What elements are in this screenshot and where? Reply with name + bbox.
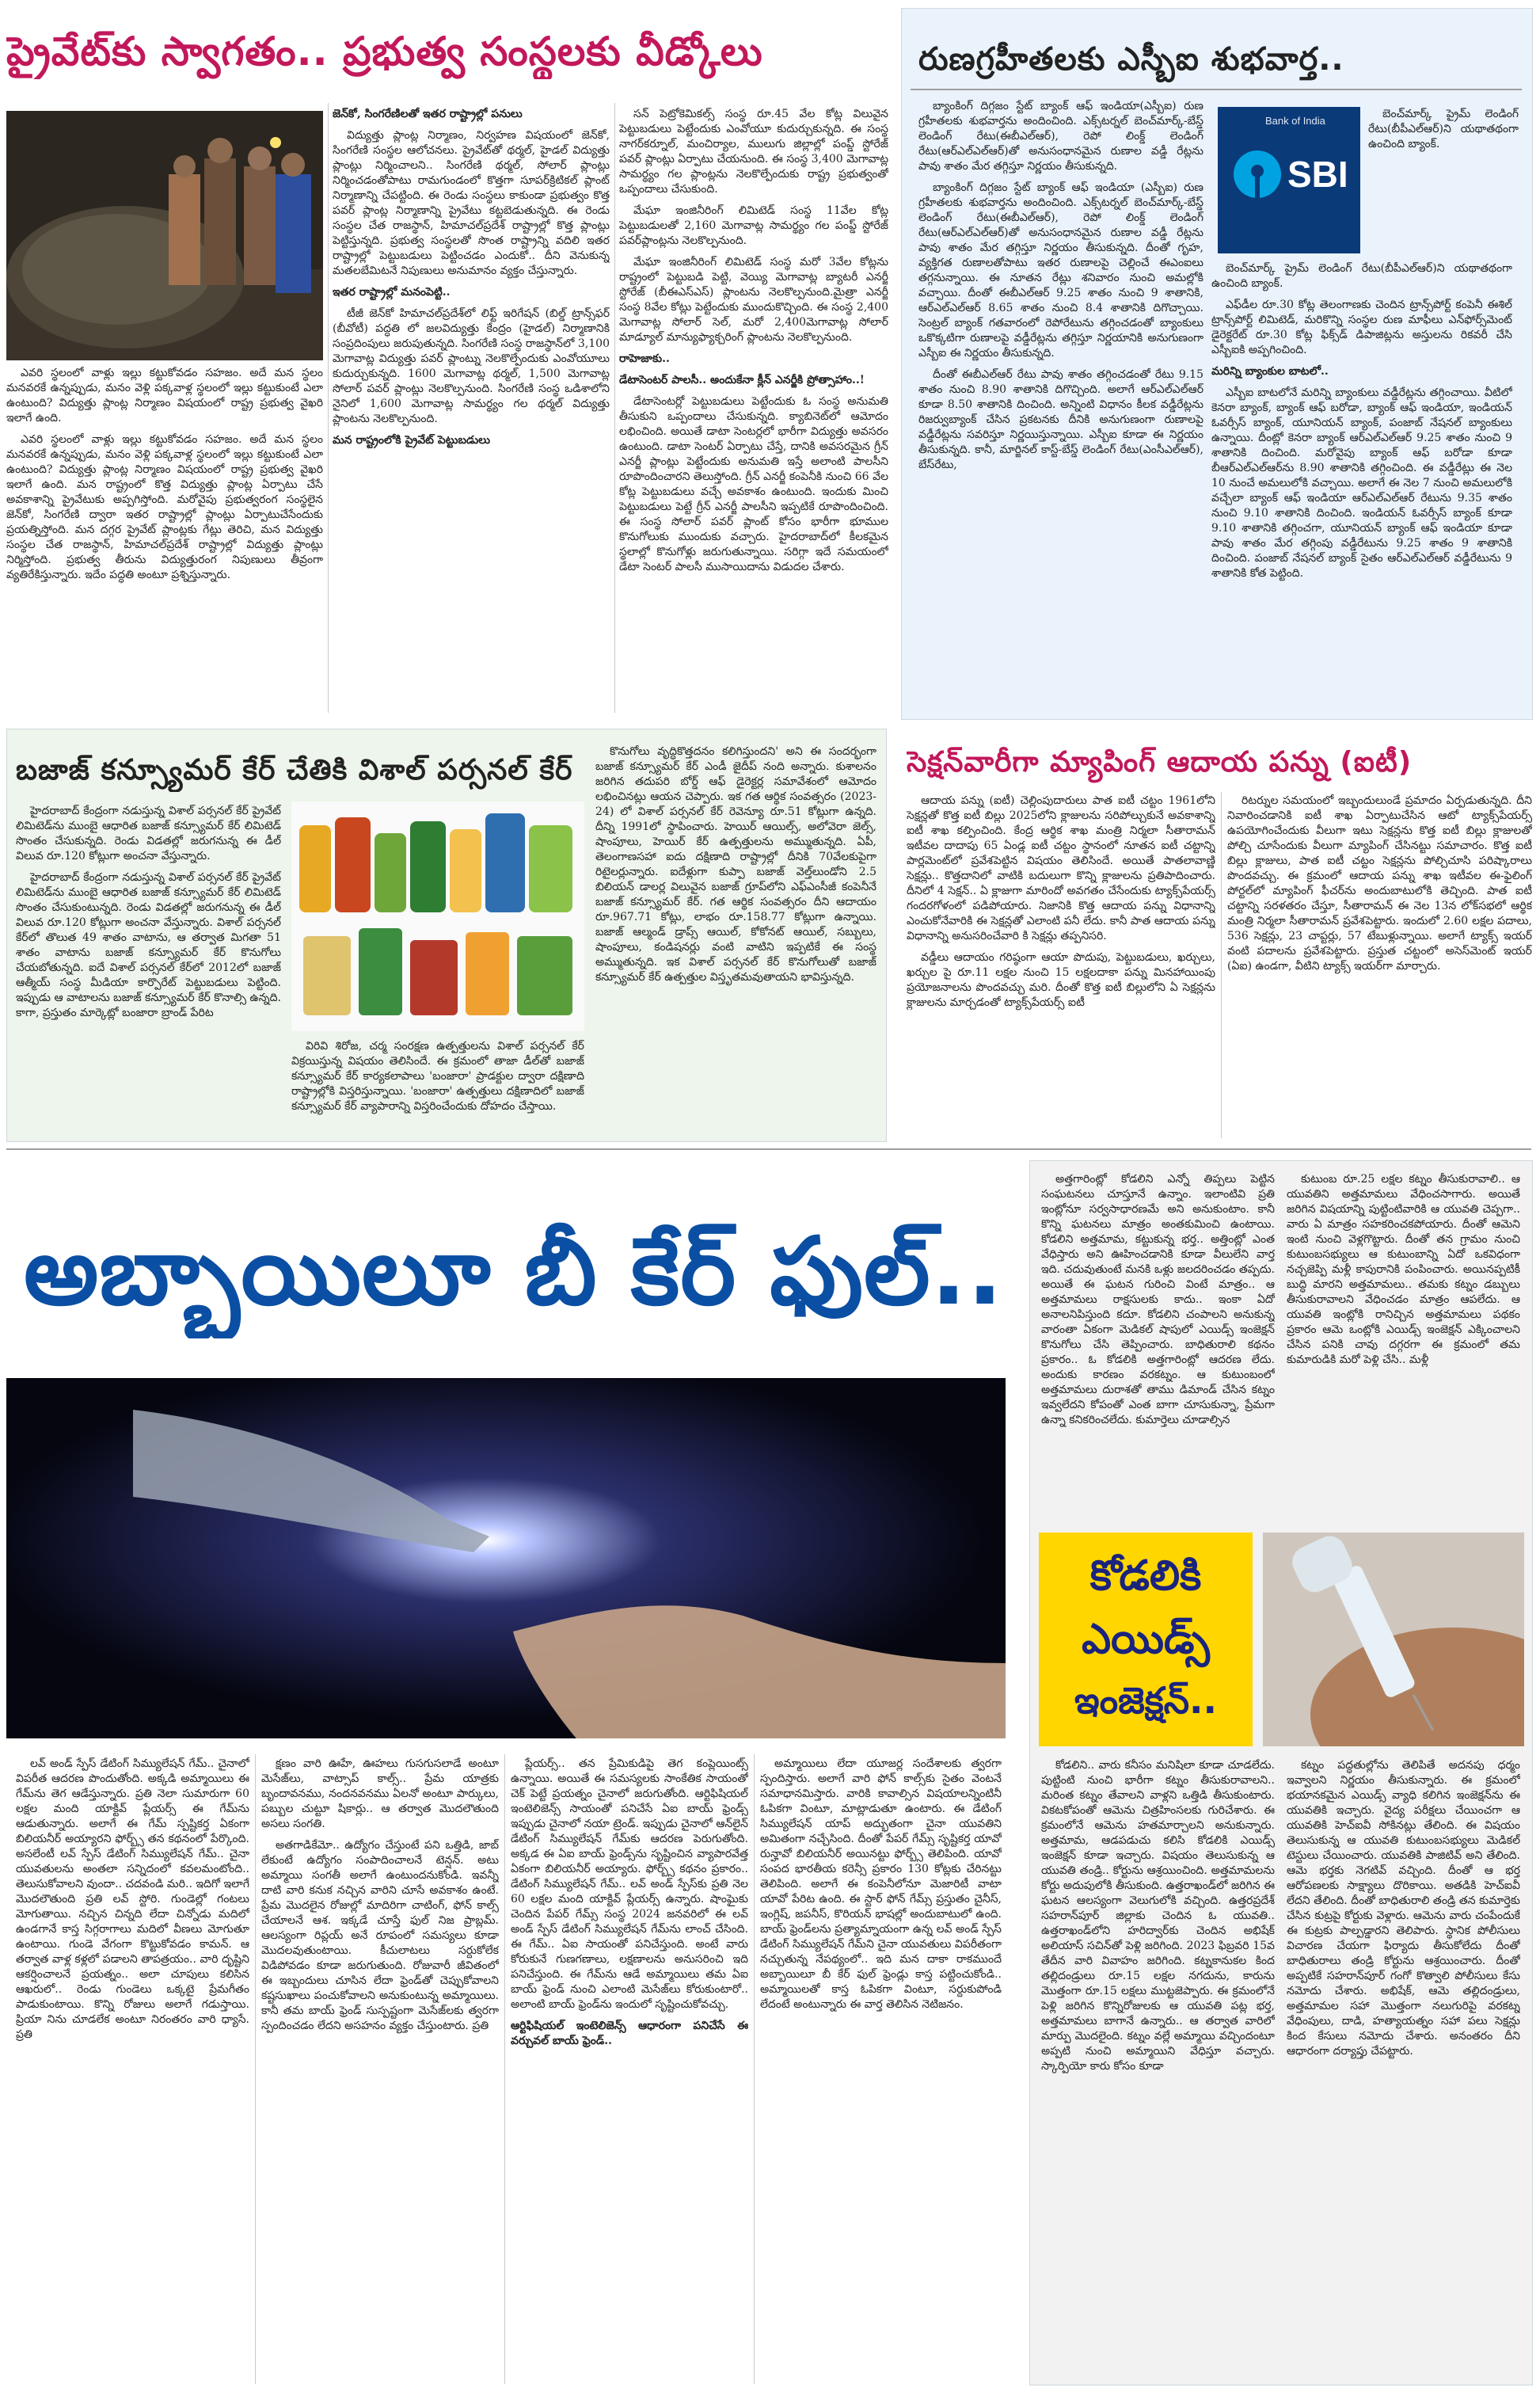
subheading: ఆర్టిఫిషియల్ ఇంటెలిజెన్స్ ఆధారంగా పనిచేసే ఈ వర్చువల్ బాయ్ ఫ్రెండ్.. <box>511 2020 748 2047</box>
injection-headline-box <box>1039 1532 1253 1746</box>
paragraph: బ్యాంకింగ్ దిగ్గజం స్టేట్ బ్యాంక్ ఆఫ్ ఇండియా (ఎస్బీఐ) రుణ గ్రహీతలకు శుభవార్తను అందించింది. ఎక్స్‌టర్నల్ బెంచ్‌మార్క్-బేస్డ్ లెండింగ్ రేటు(ఈబీఎల్‌ఆర్), రెపో లింక్డ్ లెండింగ్ రేటు(ఆర్‌ఎల్‌ఎల్‌ఆర్)తో అనుసంధానమైన రుణాల వడ్డీ రేట్లను పావు శాతం మేర తగ్గిస్తూ నిర్ణయం తీసుకున్నది. దీంతో గృహ, వ్యక్తిగత రుణాలతోపాటు ఇతర రుణాలపై చెల్లించే ఈఎంఐలు తగ్గనున్నాయి. ఈ నూతన రేట్లు శనివారం నుంచి అమల్లోకి వచ్చాయి. దీంతో ఈబీఎల్‌ఆర్ 9.25 శాతం నుంచి 9 శాతానికి, ఆర్‌ఎల్‌ఎల్‌ఆర్ 8.65 శాతం నుంచి 8.4 శాతానికి దిగొచ్చాయి. సెంట్రల్ బ్యాంక్ గతవారంలో రెపోరేటును తగ్గించడంతో బ్యాంకులు ఒకొక్కటిగా రుణాలపై వడ్డీరేట్లను తగ్గిస్తూ నిర్ణయానికి అనుగుణంగా ఎస్బీఐ ఈ నిర్ణయం తీసుకున్నది. <box>918 181 1203 360</box>
paragraph: మేఘా ఇంజినీరింగ్ లిమిటెడ్ సంస్థ 11వేల కోట్ల పెట్టుబడులతో 2,160 మెగావాట్ల సామర్థ్యం గల పంప్డ్ స్టోరేజ్ పవర్‌ప్లాంట్లను నెలకొల్పనుంది. <box>619 204 888 247</box>
paragraph: బెంచ్‌మార్క్ ప్రైమ్ లెండింగ్ రేటు(బీపీఎల్‌ఆర్)ని యథాతథంగా ఉంచింది బ్యాంక్. <box>1211 262 1512 290</box>
paragraph: ఎఫ్‌డీల రూ.30 కోట్ల తెలంగాణకు చెందిన ట్రాన్స్‌పోర్ట్ కంపెనీ ఈశిల్ ట్రాన్స్‌పోర్ట్ లిమిటెడ్, మరికొన్ని సంస్థల రుణ మాఫీలు ఎన్‌ఫోర్స్‌మెంట్ డైరెక్టరేట్ రూ.30 కోట్ల ఫిక్స్‌డ్ డిపాజిట్లను అస్తులను రికవరీ చేసి ఎస్బీఐకి అప్పగించింది. <box>1211 299 1512 356</box>
subheading: ఇతర రాష్ట్రాల్లో మనంపెట్టి.. <box>333 286 451 299</box>
subheading: రాహెజాకు.. <box>619 352 670 365</box>
sbi-col2 <box>1211 261 1512 709</box>
subheading: మన రాష్ట్రంలోకి ప్రైవేట్ పెట్టుబడులు <box>333 434 490 447</box>
injection-headline-line3: ఇంజెక్షన్.. <box>1074 1679 1217 1722</box>
paragraph: మేఘా ఇంజినీరింగ్ లిమిటెడ్ సంస్థ మరో 3వేల కోట్లను రాష్ట్రంలో పెట్టుబడి పెట్టి, వెయ్యి మెగావాట్ల బ్యాటరీ ఎనర్జీ స్టోరేజ్ (బీఈఎస్ఎస్) ప్లాంటను నెలకొల్పనుంది.మైత్రా ఎనర్జీ సంస్థ 8వేల కోట్లు పెట్టేందుకు ముందుకొచ్చింది. ఈ సంస్థ 2,400 మెగావాట్ల సోలార్ సెల్, మరో 2,400మెగావాట్ల సోలార్ మాడ్యూల్ మాన్యుఫ్యాక్చరింగ్ ప్లాంటను నెలకొల్పనుంది. <box>619 256 888 344</box>
paragraph: టీజీ జెన్‌కో హిమాచల్‌ప్రదేశ్‌లో లిఫ్ట్ ఇరిగేషన్ (బిల్డ్ ట్రాన్స్‌ఫర్ (బీవోటీ) పద్ధతి లో జలవిద్యుత్తు కేంద్రం (హైడల్) నిర్మాణానికి సంప్రదింపులు జరుపుతున్నది. సింగరేణి సంస్థ రాజస్థాన్‌లో 3,100 మెగావాట్ల విద్యుత్తు పవర్ ప్లాంట్ను నెలకొల్పేందుకు ఎంవోయూలు కుదుర్చుకున్నది. 1600 మెగావాట్ల థర్మల్, 1,500 మెగావాట్ల సోలార్ పవర్ ప్లాంట్లు నెలకొల్పనుంది. సింగరేణి సంస్థ ఒడిశాలోని నైనిలో 1,600 మెగావాట్ల సామర్థ్యం గల థర్మల్ విద్యుత్తు ప్లాంటను నెలకొల్పనుంది. <box>333 307 610 425</box>
paragraph: హైదరాబాద్ కేంద్రంగా నడుస్తున్న విశాల్ పర్సనల్ కేర్ ప్రైవేట్ లిమిటెడ్‌ను ముంబై ఆధారిత బజాజ్ కన్స్యూమర్ కేర్ లిమిటెడ్ సొంతం చేసుకున్నది. రెండు విడతల్లో జరుగనున్న ఈ డీల్ విలువ రూ.120 కోట్లుగా అంచనా వేస్తున్నారు. <box>16 805 281 862</box>
paragraph: ఆదాయ పన్ను (ఐటీ) చెల్లింపుదారులు పాత ఐటీ చట్టం 1961లోని సెక్షన్లతో కొత్త ఐటీ బిల్లు 2025లోని క్లాజులను సరిపోల్చుకునే అవకాశాన్ని ఐటీ శాఖ కల్పించింది. కేంద్ర ఆర్థిక శాఖ మంత్రి నిర్మలా సీతారామన్ ఇటీవల దాదాపు 65 ఏండ్ల ఐటీ చట్టం స్థానంలో నూతన ఐటీ చట్టాన్ని పార్లమెంట్‌లో ప్రవేశపెట్టిన విషయం తెలిసిందే. అయితే పాతలావాణ్ణి సెక్షన్లు.. కొత్తదానిలో వాటికి బదులుగా కొన్ని క్లాజులను ప్రతిపాదించారు. దీనిలో 4 సెక్షన్.. ఏ క్లాజుగా మారిందో అవగతం చేసేందుకు ట్యాక్స్‌పేయర్స్ గందరగోళంలో పడిపోయారు. నిజానికి కొత్త ఆదాయ పన్ను విధానాన్ని ఎంచుకోనేవారికి ఈ సెక్షన్లతో ఎలాంటి పనీ లేదు. కానీ పాత ఆదాయ పన్ను విధానాన్ని అనుసరించేవారి కి సెక్షన్లు తప్పనిసరి. <box>907 794 1215 942</box>
syringe-image <box>1263 1532 1524 1746</box>
dating-col2 <box>261 1757 499 2382</box>
it-col2 <box>1227 794 1532 1138</box>
photo-coal-miners <box>6 111 323 360</box>
sbi-logo-text: SBI <box>1287 154 1348 195</box>
private-power-col2 <box>333 107 610 713</box>
paragraph: అతగాడికేమో.. ఉద్యోగం చేస్తుంటే పని ఒత్తిడి, జాబ్ లేకుంటే ఉద్యోగం సంపాదించాలనే టెన్షన్. అటు అమ్మాయి సంగతీ అలాగే ఉంటుందనుకోండి. ఇవన్నీ దాటి వారి కనుక నచ్చిన వారిని చూసే అవకాశం ఉంటే. ప్రేమ మొదలైన రోజుల్లో మాదిరిగా చాటింగ్, ఫోన్ కాల్స్ చేయాలనే ఆశ. ఇక్కడే చూస్తే ఫుల్ నిజ ప్రాబ్లమ్. ఆలస్యంగా రిప్లయ్ అనే రూపంలో సమస్యలు కూడా మొదలవుతుంటాయి. కీచులాటలు సర్దుకోలేక విడిపోవడం కూడా జరుగుతుంది. రోజువారీ జీవితంలో ఈ ఇబ్బందులు చూసిన లేదా ఫ్రెండ్‌తో చెప్పుకోవాలని కష్టసుఖాలు పంచుకోవాలని అనుకుంటున్న అమ్మాయిలు. కానీ తమ బాయ్ ఫ్రెండ్ సుస్పష్టంగా మెసేజ్‌లకు త్వరగా స్పందించడం లేదని అసహనం వ్యక్తం చేస్తుంటారు. ప్రతి <box>261 1839 499 2032</box>
paragraph: కుటుంబ రూ.25 లక్షల కట్నం తీసుకురావాలి.. ఆ యువతిని అత్తమామలు వేధించసాగారు. అయితే జరిగిన విషయాన్ని పుట్టింటివారికి ఆ యువతి చెప్పగా.. వారు ఏ మాత్రం సహకరించకపోయారు. దీంతో ఆమెని ఇంటి నుంచి వెళ్లగొట్టారు. దీంతో తన గ్రామం నుంచి కుటుంబసభ్యులు ఆ కుటుంబాన్ని ఏదో ఒకవిధంగా నచ్చజెప్పి మళ్లీ కాపురానికి పంపించారు. అయినప్పటికీ బుద్ధి మారని అత్తమామలు.. తమకు కట్నం డబ్బులు తీసుకురావాలని వేధించడం మాత్రం ఆపలేదు. ఆ యువతి ఇంట్లోకి రానిచ్చిన అత్తమామలు పథకం ప్రకారం ఆమె ఒంట్లోకి ఎయిడ్స్ ఇంజెక్షన్ ఎక్కించాలని చేసిన పనికి చావు దగ్గరగా ఈ క్రమంలో తమ కుమారుడికి మరో పెళ్లి చేసి.. మళ్లీ <box>1287 1173 1520 1366</box>
headline-bajaj: బజాజ్ కన్స్యూమర్ కేర్ చేతికి విశాల్ పర్సనల్ కేర్ <box>16 754 573 786</box>
subheading: డేటాసెంటర్ పాలసీ.. అందుకేనా క్లీన్ ఎనర్జీకి ప్రోత్సాహాం..! <box>619 374 865 386</box>
paragraph: విరివి శిరోజ, చర్మ సంరక్షణ ఉత్పత్తులను విశాల్ పర్సనల్ కేర్ విక్రయిస్తున్న విషయం తెలిసిందే. ఈ క్రమంలో తాజా డీల్‌తో బజాజ్ కన్స్యూమర్ కేర్ కార్యకలాపాలు 'బంజారా' ప్రాడక్టుల ద్వారా దక్షిణాది రాష్ట్రాల్లోకి విస్తరిస్తున్నాయి. 'బంజారా' ఉత్పత్తులు దక్షిణాదిలో బజాజ్ కన్స్యూమర్ కేర్ వ్యాపారాన్ని విస్తరించేందుకు దోహదం చేస్తాయి. <box>291 1040 584 1113</box>
private-power-col3 <box>619 107 888 713</box>
coal-miners-image <box>6 111 323 360</box>
injection-top-col2 <box>1287 1172 1520 1521</box>
paragraph: ఎవరి స్థలంలో వాళ్లు ఇల్లు కట్టుకోవడం సహజం. అదే మన స్థలం మనవరకే ఉన్నప్పుడు, మనం వెళ్లి పక్కవాళ్ల స్థలంలో ఇల్లు కట్టుకుంటే ఎలా ఉంటుంది? విద్యుత్తు ప్లాంట్ల నిర్మాణం విషయంలో రాష్ట్ర ప్రభుత్వ వైఖరి ఇలాగే ఉంది. <box>6 367 323 425</box>
robot-hand-photo <box>6 1378 1006 1738</box>
injection-bottom-col1 <box>1041 1758 1275 2380</box>
paragraph: బెంచ్‌మార్క్ ప్రైమ్ లెండింగ్ రేటు(బీపీఎల్‌ఆర్)ని యథాతథంగా ఉంచింది బ్యాంక్. <box>1368 108 1519 150</box>
sbi-keyhole-icon <box>1234 150 1281 198</box>
injection-headline-line2: ఎయిడ్స్ <box>1082 1616 1210 1663</box>
paragraph: రిటర్నుల సమయంలో ఇబ్బందులుండే ప్రమాదం ఏర్పడుతున్నది. దీని నివారించడానికి ఐటీ శాఖ ఏర్పాటుచేసిన ఆటో ట్యాక్స్‌పేయర్స్ ఉపయోగించేందుకు వీలుగా ఇటు సెక్షన్లను కొత్త ఐటీ బిల్లు క్లాజులతో పోల్చి చూసేందుకు వీలుగా మ్యాపింగ్ చేసినట్టు సమాచారం. కొత్త ఐటీ బిల్లు క్లాజులు, పాత ఐటీ చట్టం సెక్షన్లను పోల్చిచూసి పరిష్కారాలు పొందవచ్చు. ఈ క్రమంలో ఆదాయ పన్ను శాఖ ఇటీవల ఈ-ఫైలింగ్ పోర్టల్‌లో మ్యాపింగ్ ఫీచర్‌ను అందుబాటులోకి తెచ్చింది. పాత ఐటీ చట్టాన్ని సరళతరం చేస్తూ, సీతారామన్ ఈ నెల 13న లోక్‌సభలో ఆర్థిక మంత్రి నిర్మలా సీతారామన్ ప్రవేశపెట్టారు. ఇందులో 2.60 లక్షల పదాలు, 536 సెక్షన్లు, 23 చాప్టర్లు, 57 టేబుళ్లున్నాయి. అలాగే ట్యాక్స్ ఇయర్ వంటి పదాలను ప్రవేశపెట్టారు. ప్రస్తుత చట్టంలో అసెస్‌మెంట్ ఇయర్ (ఏఐ) ఉండగా, వీటిని ట్యాక్స్ ఇయర్‌గా మార్చారు. <box>1227 794 1532 973</box>
paragraph: కోడలిని.. వారు కనీసం మనిషిలా కూడా చూడలేదు. పుట్టింటి నుంచి భారీగా కట్నం తీసుకురావాలని.. మరింత కట్నం తేవాలని వాళ్లని ఒత్తిడి తీసుకుంటారు. వికటకోపంతో ఆమెను చిత్రహింసలకు గురిచేశారు. ఈ క్రమంలోనే ఆమెను హతమార్చాలని అనుకున్నారు. అత్తమామ, ఆడపడుచు కలిసి కోడలికి ఎయిడ్స్ ఇంజెక్షన్ కూడా ఇచ్చారు. విషయం తెలుసుకున్న ఆ యువతి తండ్రి.. కోర్టును ఆశ్రయించింది. అత్తమామలను కోర్టు అదుపులోకి తీసుకుంది. ఉత్తరాఖండ్‌లో జరిగిన ఈ ఘటన ఆలస్యంగా వెలుగులోకి వచ్చింది. ఉత్తరప్రదేశ్ సహరాన్‌పూర్ జిల్లాకు చెందిన ఓ యువతి.. ఉత్తరాఖండ్‌లోని హరిద్వార్‌కు చెందిన అభిషేక్ అలియాస్ సచిన్‌తో పెళ్లి జరిగింది. 2023 ఫిబ్రవరి 15వ తేదీన వారి వివాహం జరిగింది. కట్నకానుకల కింద తల్లిదండ్రులు రూ.15 లక్షల నగదును, కారును మొత్తంగా రూ.15 లక్షలు ముట్టజెప్పారు. ఈ క్రమంలోనే పెళ్లి జరిగిన కొన్నిరోజులకు ఆ యువతి పట్ల భర్త, అత్తమామలు బాగానే ఉన్నారు.. ఆ తర్వాత వారిలో మార్పు మొదలైంది. కట్నం వల్లే అమ్మాయి వచ్చిందంటూ అప్పటి నుంచి అమ్మాయిని వేధిస్తూ వచ్చారు. స్కార్పియో కారు కోసం కూడా <box>1041 1759 1275 2073</box>
paragraph: ఎవరి స్థలంలో వాళ్లు ఇల్లు కట్టుకోవడం సహజం. అదే మన స్థలం మనవరకే ఉన్నప్పుడు, మనం వెళ్లి పక్కవాళ్ల స్థలంలో ఇల్లు కట్టుకుంటే ఎలా ఉంటుంది? విద్యుత్తు ప్లాంట్ల నిర్మాణం విషయంలో రాష్ట్ర ప్రభుత్వ వైఖరి ఇలాగే ఉంది. మన రాష్ట్రంలో కొత్త విద్యుత్తు ప్లాంట్ల ఏర్పాటు చేసే అవకాశాన్ని ప్రైవేటుకు అప్పగిస్తోంది. మరోవైపు ప్రభుత్వరంగ సంస్థలైన జెన్‌కో, సింగరేణి ద్వారా ఇతర రాష్ట్రాల్లో ప్లాంట్లు ఏర్పాటుచేసేందుకు ప్రయత్నిస్తోంది. మన దగ్గర ప్రైవేట్ ప్లాంట్లకు గేట్లు తెరిచి, మన విద్యుత్తు సంస్థల చేత రాజస్థాన్, హిమాచల్‌ప్రదేశ్ రాష్ట్రాల్లో విద్యుత్తు ప్లాంట్లు నిర్మిస్తోంది. ప్రభుత్వ తీరును విద్యుత్తురంగ నిపుణులు తీవ్రంగా వ్యతిరేకిస్తున్నారు. ఇదేం పద్ధతి అంటూ ప్రశ్నిస్తున్నారు. <box>6 433 323 581</box>
bajaj-col3 <box>595 744 876 1136</box>
paragraph: అత్తగారింట్లో కోడలిని ఎన్నో తిప్పలు పెట్టిన సంఘటనలు చూస్తూనే ఉన్నాం. ఇలాంటివి ప్రతి ఇంట్లోనూ సర్వసాధారణమే అని అనుకుంటాం. కానీ కొన్ని ఘటనలు మాత్రం అంతకుమించి ఉంటాయి. కోడలిని అత్తమామ, కట్టుకున్న భర్త.. అత్తింట్లో ఎంత వేధిస్తారు అని ఊహించడానికి కూడా వీలులేని వార్త ఇది. చదువుతుంటే మనకి ఒళ్లు జలదరించడం తప్పదు. అయితే ఈ ఘటన గురించి వింటే మాత్రం.. ఆ అత్తమామలు రాక్షసులకు కాదు.. ఇంకా ఏదో అనాలనిపిస్తుంది కదూ. కోడలిని చంపాలని అనుకున్న వారంతా ఏకంగా మెడికల్ షాపులో ఎయిడ్స్ ఇంజెక్షన్ కొనుగోలు చేసి తెప్పించారు. బాధితురాలి కథనం ప్రకారం.. ఓ కోడలికి అత్తగారింట్లో ఆదరణ లేదు. అందుకు కారణం వరకట్నం. ఆ కుటుంబంలో అత్తమామలు దురాశతో తాము డిమాండ్ చేసిన కట్నం ఇవ్వలేదని కోపంతో ఎంత బాగా చూసుకున్నా, ప్రేమగా ఉన్నా కనికరించలేదు. కుమార్తెలు చూడాల్సిన <box>1041 1173 1275 1426</box>
paragraph: కట్నం పద్ధతుల్లోను తెలిపితే అదనపు ధర్మం ఇవ్వాలని నిర్ణయం తీసుకున్నారు. ఈ క్రమంలో భయానకమైన ఎయిడ్స్ వ్యాధి కలిగిన ఇంజెక్షన్‌ను ఈ యువతికి ఇచ్చారు. వైద్య పరీక్షలు చేయించగా ఆ యువతికి హెచ్‌ఐవీ సోకినట్లు తేలింది. ఈ విషయం తెలుసుకున్న ఆ యువతి కుటుంబసభ్యులు మెడికల్ టెస్టులు చేయించారు. యువతికి పాజిటివ్ అని తేలింది. ఆమె భర్తకు నెగటివ్ వచ్చింది. దీంతో ఆ భర్త ఆరోపణలకు సాక్ష్యాలు దొరికాయి. అతడికి హెచ్‌ఐవీ లేదని తేలింది. దీంతో బాధితురాలి తండ్రి తన కుమార్తెకు చేసిన కుట్రపై కోర్టుకు వెళ్లారు. ఆమెను వారు చంపేందుకే ఈ కుట్రకు పాల్పడ్డారని తెలిపారు. స్థానిక పోలీసులు విచారణ చేయగా ఫిర్యాదు తీసుకోలేదు దీంతో బాధితురాలు తండ్రి కోర్టును ఆశ్రయించారు. దీంతో అప్పటికే సహరాన్‌పూర్ గంగో కొత్వాలి పోలీసులు కేసు నమోదు చేశారు. అభిషేక్, ఆమె తల్లిదండ్రులు, అత్తమామల సహా మొత్తంగా నలుగురిపై వరకట్న వేధింపులు, దాడి, హత్యాయత్నం సహా పలు సెక్షన్లు కింద కేసులు నమోదు చేశారు. అనంతరం దీని ఆధారంగా దర్యాప్తు చేపట్టారు. <box>1287 1759 1520 2058</box>
paragraph: ప్లేయర్స్.. తన ప్రేమికుడిపై తెగ కంప్లెయింట్స్ ఉన్నాయి. అయితే ఈ సమస్యలకు సాంకేతిక సాయంతో చెక్ పెట్టే ప్రయత్నం చైనాలో జరుగుతోంది. ఆర్టిఫిషియల్ ఇంటెలిజెన్స్ సాయంతో పనిచేసే ఏఐ బాయ్ ఫ్రెండ్స్ ఇప్పుడు చైనాలో నయా ట్రెండ్. ఇప్పుడు చైనాలో ఆన్‌లైన్ డేటింగ్ సిమ్యులేషన్ గేమ్‌కు ఆదరణ పెరుగుతోంది. అక్కడ ఈ ఏఐ బాయ్ ఫ్రెండ్స్‌ను సృష్టించిన వ్యాపారవేత్త ఏకంగా బిలియనీర్ అయ్యారు. ఫోర్బ్స్ కథనం ప్రకారం.. డేటింగ్ సిమ్యులేషన్ గేమ్.. లవ్ అండ్ స్పేస్‌కు ప్రతి నెల 60 లక్షల మంది యాక్టివ్ ప్లేయర్స్ ఉన్నారు. షాంఘైకు చెందిన పేపర్ గేమ్స్ సంస్థ 2024 జనవరిలో ఈ లవ్ అండ్ స్పేస్ డేటింగ్ సిమ్యులేషన్ గేమ్‌ను లాంచ్ చేసింది. ఈ గేమ్.. ఏఐ సాయంతో పనిచేస్తుంది. అంటే వారు కోరుకునే గుణగణాలు, లక్షణాలను అనుసరించి ఇది పనిచేస్తుంది. ఈ గేమ్‌ను ఆడే అమ్మాయిలు తమ ఏఐ బాయ్ ఫ్రెండ్ నుంచి ఎలాంటి మెసేజ్‌లు కోరుకుంటారో.. అలాంటి బాయ్ ఫ్రెండ్‌ను ఇందులో సృష్టించుకోవచ్చు. <box>511 1757 748 2011</box>
paragraph: ఎస్బీఐ బాటలోనే మరిన్ని బ్యాంకులు వడ్డీరేట్లను తగ్గించాయి. వీటిలో కెనరా బ్యాంక్, బ్యాంక్ ఆఫ్ బరోడా, బ్యాంక్ ఆఫ్ ఇండియా, ఇండియన్ ఓవర్సీస్ బ్యాంక్, యూనియన్ బ్యాంక్, పంజాబ్ నేషనల్ బ్యాంకులు ఉన్నాయి. దీంట్లో కెనరా బ్యాంక్ ఆర్‌ఎల్‌ఎల్‌ఆర్ 9.25 శాతం నుంచి 9 శాతానికి దించింది. మరోవైపు బ్యాంక్ ఆఫ్ బరోడా కూడా బీఆర్‌ఎల్‌ఎల్‌ఆర్‌ను 8.90 శాతానికి తగ్గించింది. ఈ వడ్డీరేట్లు ఈ నెల 10 నుంచే అమలులోకి వచ్చాయి. అలాగే ఈ నెల 7 నుంచి అమలులోకి వచ్చేలా బ్యాంక్ ఆఫ్ ఇండియా ఆర్‌ఎల్‌ఎల్‌ఆర్ రేటును 9.35 శాతం నుంచి 9.10 శాతానికి దించింది. ఇండియన్ ఓవర్సీస్ బ్యాంక్ కూడా 9.10 శాతానికి తగ్గించగా, యూనియన్ బ్యాంక్ ఆఫ్ ఇండియా కూడా పావు శాతం మేర తగ్గింపు వడ్డీరేటును 9.25 శాతం 9 శాతానికి దించింది. పంజాబ్ నేషనల్ బ్యాంక్ సైతం ఆర్‌ఎల్‌ఎల్‌ఆర్ వడ్డీరేటును 9 శాతానికి కోత పెట్టింది. <box>1211 386 1512 580</box>
sbi-logo-caption: Bank of India <box>1265 115 1325 127</box>
dating-col3 <box>511 1757 748 2382</box>
subheading: మరిన్ని బ్యాంకుల బాటలో.. <box>1211 365 1329 378</box>
ai-touch-image <box>6 1378 1006 1738</box>
paragraph: హైదరాబాద్ కేంద్రంగా నడుస్తున్న విశాల్ పర్సనల్ కేర్ ప్రైవేట్ లిమిటెడ్‌ను ముంబై ఆధారిత బజాజ్ కన్స్యూమర్ కేర్ లిమిటెడ్ సొంతం చేసుకుంటున్నది. రెండు విడతల్లో జరుగనున్న ఈ డీల్ విలువ రూ.120 కోట్లుగా అంచనా వేస్తున్నారు. విశాల్ పర్సనల్ కేర్‌లో తొలుత 49 శాతం వాటాను, ఆ తర్వాత మిగతా 51 శాతం వాటాను బజాజ్ కన్స్యూమర్ కేర్ కొనుగోలు చేయబోతున్నది. ఐదే విశాల్ పర్సనల్ కేర్‌లో 2012లో బజాజ్ ఆత్మీయ్ సంస్థ మీడియా కార్పొరేట్ పెట్టుబడులు పెట్టింది. ఇప్పుడు ఆ వాటాలను బజాజ్ కన్స్యూమర్ కేర్ కొనాల్సి ఉన్నది. కాగా, ప్రస్తుతం మార్కెట్లో బంజారా బ్రాండ్ పేరిట <box>16 871 281 1019</box>
paragraph: క్షణం వారి ఊహే, ఊహలు గుసగుసలాడే అంటూ మెసేజ్‌లు, వాట్సాప్ కాల్స్.. ప్రేమ యాత్రకు బృందావనము, నందనవనము ఏలనో అంటూ పార్కులు, పబ్బుల చుట్టూ షికార్లు.. ఆ తర్వాత మొదలౌతుంది అసలు సంగతి. <box>261 1757 499 1830</box>
injection-photo <box>1263 1532 1524 1746</box>
paragraph: విద్యుత్తు ప్లాంట్ల నిర్మాణం, నిర్వహణ విషయంలో జెన్‌కో, సింగరేణి సంస్థల ఆలోచనలు. ప్రైవేట్‌తో థర్మల్, హైడల్ విద్యుత్తు ప్లాంట్లు నిర్మించాలని.. సింగరేణి థర్మల్, సోలార్ ప్లాంట్లు నిర్మించడంతోపాటు రామగుండంలో కొత్తగా సూపర్‌క్రిటికల్ ప్లాంట్ నిర్మాణాన్ని చేపట్టింది. ఈ రెండు సంస్థలు కాకుండా ప్రభుత్వం కొత్త పవర్ ప్లాంట్ల నిర్మాణాన్ని ప్రైవేటు కట్టబెడుతున్నది. ఈ రెండు సంస్థల చేత రాజస్థాన్, హిమాచల్‌ప్రదేశ్ రాష్ట్రాల్లో కొత్త ప్లాంట్లు పెట్టిస్తున్నది. ప్రభుత్వ సంస్థలతో సొంత రాష్ట్రాన్ని వదిలి ఇతర రాష్ట్రాల్లో పెట్టుబడులు పెట్టించడం ఎందుకో.. దీని వెనుకున్న మతలబేమిటనే నిపుణులు అనుమానం వ్యక్తం చేస్తున్నారు. <box>333 129 610 277</box>
paragraph: డేటాసెంటర్లో పెట్టుబడులు పెట్టేందుకు ఓ సంస్థ అనుమతి తీసుకుని ఒప్పందాలు చేసుకున్నది. క్యాబినెట్‌లో ఆమోదం లభించింది. అయితే డాటా సెంటర్లలో భారీగా విద్యుత్తు అవసరం ఉంటుంది. డాటా సెంటర్ ఏర్పాటు చేస్తే, దానికి అవసరమైన గ్రీన్ ఎనర్జీ ప్లాంట్లు పెట్టేందుకు అనుమతి ఇస్తే అలాంటి పాలసీని రూపొందించారని తెలుస్తోంది. గ్రీన్ ఎనర్జీ కంపెనీకి నుంచి 66 వేల కోట్ల పెట్టుబడులు వచ్చే అవకాశం ఉంటుంది. ఇందుకు మించి పెట్టుబడులు పెట్టే గ్రీన్ ఎనర్జీ పాలసీని ఇప్పటికే రూపొందించింది. ఈ సంస్థ సోలార్ పవర్ ప్లాంట్ కోసం భారీగా భూముల కొనుగోలుకు ముందుకు వచ్చారు. హైదరాబాద్‌లో కీలకమైన స్థలాల్లో కొనుగోళ్లు జరుగుతున్నాయి. సరిగ్గా ఇదే సమయంలో డేటా సెంటర్ పాలసీ ముసాయిదాను విడుదల చేశారు. <box>619 395 888 573</box>
headline-it-sections: సెక్షన్‌వారీగా మ్యాపింగ్ ఆదాయ పన్ను (ఐటీ) <box>907 746 1413 779</box>
paragraph: దీంతో ఈబీఎల్‌ఆర్ రేటు పావు శాతం తగ్గించడంతో రేటు 9.15 శాతం నుంచి 8.90 శాతానికి దిగొచ్చింది. అలాగే ఆర్‌ఎల్‌ఎల్‌ఆర్ కూడా 8.50 శాతానికి దించింది. అన్నింటి విధానం కీలక వడ్డీరేట్లను రిజర్వుబ్యాంక్ చేసిన ప్రకటనకు దీనికి అనుగుణంగా రుణాలపై వడ్డీరేట్లను సవరిస్తూ నిర్ణయిస్తున్నాయి. ఎస్బీఐ కూడా ఈ నిర్ణయం తీసుకున్నది. కానీ, మార్జినల్ కాస్ట్-బేస్డ్ లెండింగ్ రేటు(ఎంసీఎల్‌ఆర్), బేస్‌రేటు, <box>918 368 1203 471</box>
injection-headline-line1: కోడలికి <box>1089 1552 1202 1600</box>
product-range-photo <box>291 801 584 1031</box>
product-bottles-image <box>291 801 584 1031</box>
headline-private-power: ప్రైవేట్‌కు స్వాగతం.. ప్రభుత్వ సంస్థలకు వీడ్కోలు <box>6 29 763 74</box>
it-col1 <box>907 794 1215 1138</box>
headline-dating: అబ్బాయిలూ బీ కేర్ ఫుల్.. <box>24 1216 1004 1326</box>
paragraph: లవ్ అండ్ స్పేస్ డేటింగ్ సిమ్యులేషన్ గేమ్.. చైనాలో విపరీత ఆదరణ పొందుతోంది. అక్కడి అమ్మాయిలు ఈ గేమ్‌ను తెగ ఆడేస్తున్నారు. ప్రతి నెలా సుమారుగా 60 లక్షల మంది యాక్టివ్ ప్లేయర్స్ ఈ గేమ్‌ను ఆడుతున్నారు. అలాగే ఈ గేమ్ స్పష్టికర్త ఏకంగా బిలియనీర్ అయ్యారని ఫోర్బ్స్ తన కథనంలో పేర్కొంది. అసలేంటీ లవ్ స్పేస్ డేటింగ్ సిమ్యులేషన్ గేమ్.. చైనా యువతులను అంతలా సన్నిదంలో కవలమంటోంది.. తెలుసుకోవాలని వుందా.. చదవండి మరి.. ఇదిగో ఇలాగే మొదలౌతుంది ప్రతి లవ్ స్టోరి. గుండెల్లో గంటలు మోగుతాయి. నచ్చిన చిన్నది లేదా చిన్నోడు మదిలో ఉండగానే కాస్త సిగ్గరాగాలు మదిలో వీణలు మోగుతూ ఉంటాయి. గుండె వేగంగా కొట్టుకోవడం కామన్. ఆ తర్వాత వాళ్ల కళ్లలో పడాలని తాపత్రయం.. వారి దృష్టిని ఆకర్షించాలనే ప్రయత్నం.. అలా చూపులు కలిసిన ఆఖరులో.. రెండు గుండెలు ఒక్కటై ప్రేమగీతం పాడుకుంటాయి. కొన్ని రోజులు అలాగే గడుస్తాయి. ప్రియా నిను చూడలేక అంటూ నిరంతరం వారి ధ్యాసే. ప్రతి <box>16 1757 249 2041</box>
paragraph: బ్యాంకింగ్ దిగ్గజం స్టేట్ బ్యాంక్ ఆఫ్ ఇండియా(ఎస్బీఐ) రుణ గ్రహీతలకు శుభవార్తను అందించింది. ఎక్స్‌టర్నల్ బెంచ్‌మార్క్-బేస్డ్ లెండింగ్ రేటు(ఈబీఎల్‌ఆర్), రెపో లింక్డ్ లెండింగ్ రేటు(ఆర్‌ఎల్‌ఎల్‌ఆర్)తో అనుసంధానమైన రుణాల వడ్డీ రేట్లను పావు శాతం మేర తగ్గిస్తూ నిర్ణయం తీసుకున్నది. <box>918 100 1203 173</box>
dating-col4 <box>760 1757 1002 2382</box>
paragraph: సన్ పెట్రోకెమికల్స్ సంస్థ రూ.45 వేల కోట్ల విలువైన పెట్టుబడులు పెట్టేందుకు ఎంవోయూ కుదుర్చుకున్నది. ఈ సంస్థ నాగర్‌కర్నూల్, మంచిర్యాల, ములుగు జిల్లాల్లో పంప్డ్ స్టోరేజ్ పవర్ ప్లాంట్లు ఏర్పాటు చేయనుంది. ఈ సంస్థ 3,400 మెగావాట్ల సామర్థ్యం గల ప్లాంట్లను నెలకొల్పేందుకు రాష్ట్ర ప్రభుత్వంతో ఒప్పందాలు చేసుకుంది. <box>619 108 888 196</box>
injection-top-col1 <box>1041 1172 1275 1521</box>
sbi-col2-top <box>1368 107 1519 253</box>
sbi-col1 <box>918 99 1203 709</box>
subheading: జెన్‌కో, సింగరేణిలతో ఇతర రాష్ట్రాల్లో పనులు <box>333 108 523 120</box>
headline-sbi: రుణగ్రహీతలకు ఎస్బీఐ శుభవార్త.. <box>918 41 1344 78</box>
injection-bottom-col2 <box>1287 1758 1520 2380</box>
sbi-logo-photo <box>1218 107 1360 253</box>
paragraph: అమ్మాయిలు లేదా యూజర్ల సందేశాలకు త్వరగా స్పందిస్తారు. అలాగే వారి ఫోన్ కాల్స్‌కు సైతం వెంటనే సమాధానమిస్తారు. వారికి కావాల్సిన విషయాలన్నింటినీ ఓపికగా వింటూ, మాట్లాడుతూ ఉంటారు. ఈ డేటింగ్ సిమ్యులేషన్ యాప్ అద్భుతంగా చైనా యువతిని అమితంగా నచ్చేసింది. దీంతో పేపర్ గేమ్స్ సృష్టికర్త యావో రున్హావో బిలియనీర్ అయినట్టు ఫోర్బ్స్ తెలిపింది. యావో సంపద భారతీయ కరెన్సీ ప్రకారం 130 కోట్లకు చేరినట్టు తెలిపింది. అలాగే ఈ కంపెనీలోనూ మెజారిటీ వాటా యావో పేరిట ఉంది. ఈ స్టార్ ఫోన్ గేమ్స్ ప్రస్తుతం చైనీస్, ఇంగ్లిష్, జపనీస్, కొరియన్ భాషల్లో అందుబాటులో ఉంది. బాయ్ ఫ్రెండ్‌లను ప్రత్యామ్నాయంగా ఉన్న లవ్ అండ్ స్పేస్ డేటింగ్ సిమ్యులేషన్ గేమ్‌ని చైనా యువతులు విపరీతంగా నచ్చుతున్న నేపథ్యంలో.. ఇది మన దాకా రాకముందే అబ్బాయిలూ బీ కేర్ ఫుల్ ఫ్రెండ్లు కాస్త పట్టించుకోండి.. అమ్మాయిలతో కాస్త ఓపికగా వింటూ, సర్దుకుపోండి లేదంటే అంటున్నారు ఈ వార్త తెలిసిన నెటిజనం. <box>760 1757 1002 2011</box>
paragraph: వడ్డీలు ఆదాయం గరిష్ఠంగా ఆయా పొదుపు, పెట్టుబడులు, ఖర్చులు, ఖర్చుల పై రూ.11 లక్షల నుంచి 15 లక్షలదాకా పన్ను మినహాయింపు ప్రయోజనాలను పొందవచ్చు మరి. దీంతో కొత్త ఐటీ బిల్లులోని ఏ సెక్షన్లను క్లాజులను మార్చడంతో ట్యాక్స్‌పేయర్స్ ఐటీ <box>907 951 1215 1009</box>
dating-col1 <box>16 1757 249 2382</box>
paragraph: కొనుగోలు వృద్ధికొత్తదనం కలిగిస్తుందని' అని ఈ సందర్భంగా బజాజ్ కన్స్యూమర్ కేర్ ఎండీ జైదీప్ నంది అన్నారు. కుశాలనం జరిగిన తదుపరి బోర్డ్ ఆఫ్ డైరెక్టర్ల సమావేశంలో ఆమోదం లభించినట్లు ఆయన చెప్పారు. ఇక గత ఆర్థిక సంవత్సరం (2023-24) లో విశాల్ పర్సనల్ కేర్ రెవెన్యూ రూ.51 కోట్లుగా ఉన్నది. దీన్ని 1991లో స్థాపించారు. హెయిర్ ఆయిల్స్, అలోవెరా జెల్స్, షాంపూలు, హెయిర్ కేర్ ఉత్పత్తులను అమ్ముతున్నది. ఏపీ, తెలంగాణసహా ఐదు దక్షిణాది రాష్ట్రాల్లో దీనికి 70వేలకుపైగా రిటైలర్లున్నారు. ఐదేళ్లుగా కుప్పా బజాజ్ వెల్త్‌లుండోని 2.5 బిలియన్ డాలర్ల విలువైన బజాజ్ గ్రూప్‌లోని ఎఫ్‌ఎంసీజీ కంపెనీనే బజాజ్ కన్స్యూమర్ కేర్. గత ఆర్థిక సంవత్సరం దీని ఆదాయం రూ.967.71 కోట్లు, లాభం రూ.158.77 కోట్లుగా ఉన్నాయి. బజాజ్ ఆల్మండ్ డ్రాప్స్ ఆయిల్, కోకోనట్ ఆయిల్, సబ్బులు, షాంపూలు, కండిషనర్లు వంటి వాటిని ఇప్పటికే ఈ సంస్థ అమ్ముతున్నది. ఇక విశాల్ పర్సనల్ కేర్ కొనుగోలుతో బజాజ్ కన్స్యూమర్ కేర్ ఉత్పత్తుల విస్తృతమవుతాయని భావిస్తున్నది. <box>595 745 876 984</box>
bajaj-col2 <box>291 1039 584 1138</box>
bajaj-col1 <box>16 804 281 1136</box>
private-power-col1 <box>6 366 323 710</box>
